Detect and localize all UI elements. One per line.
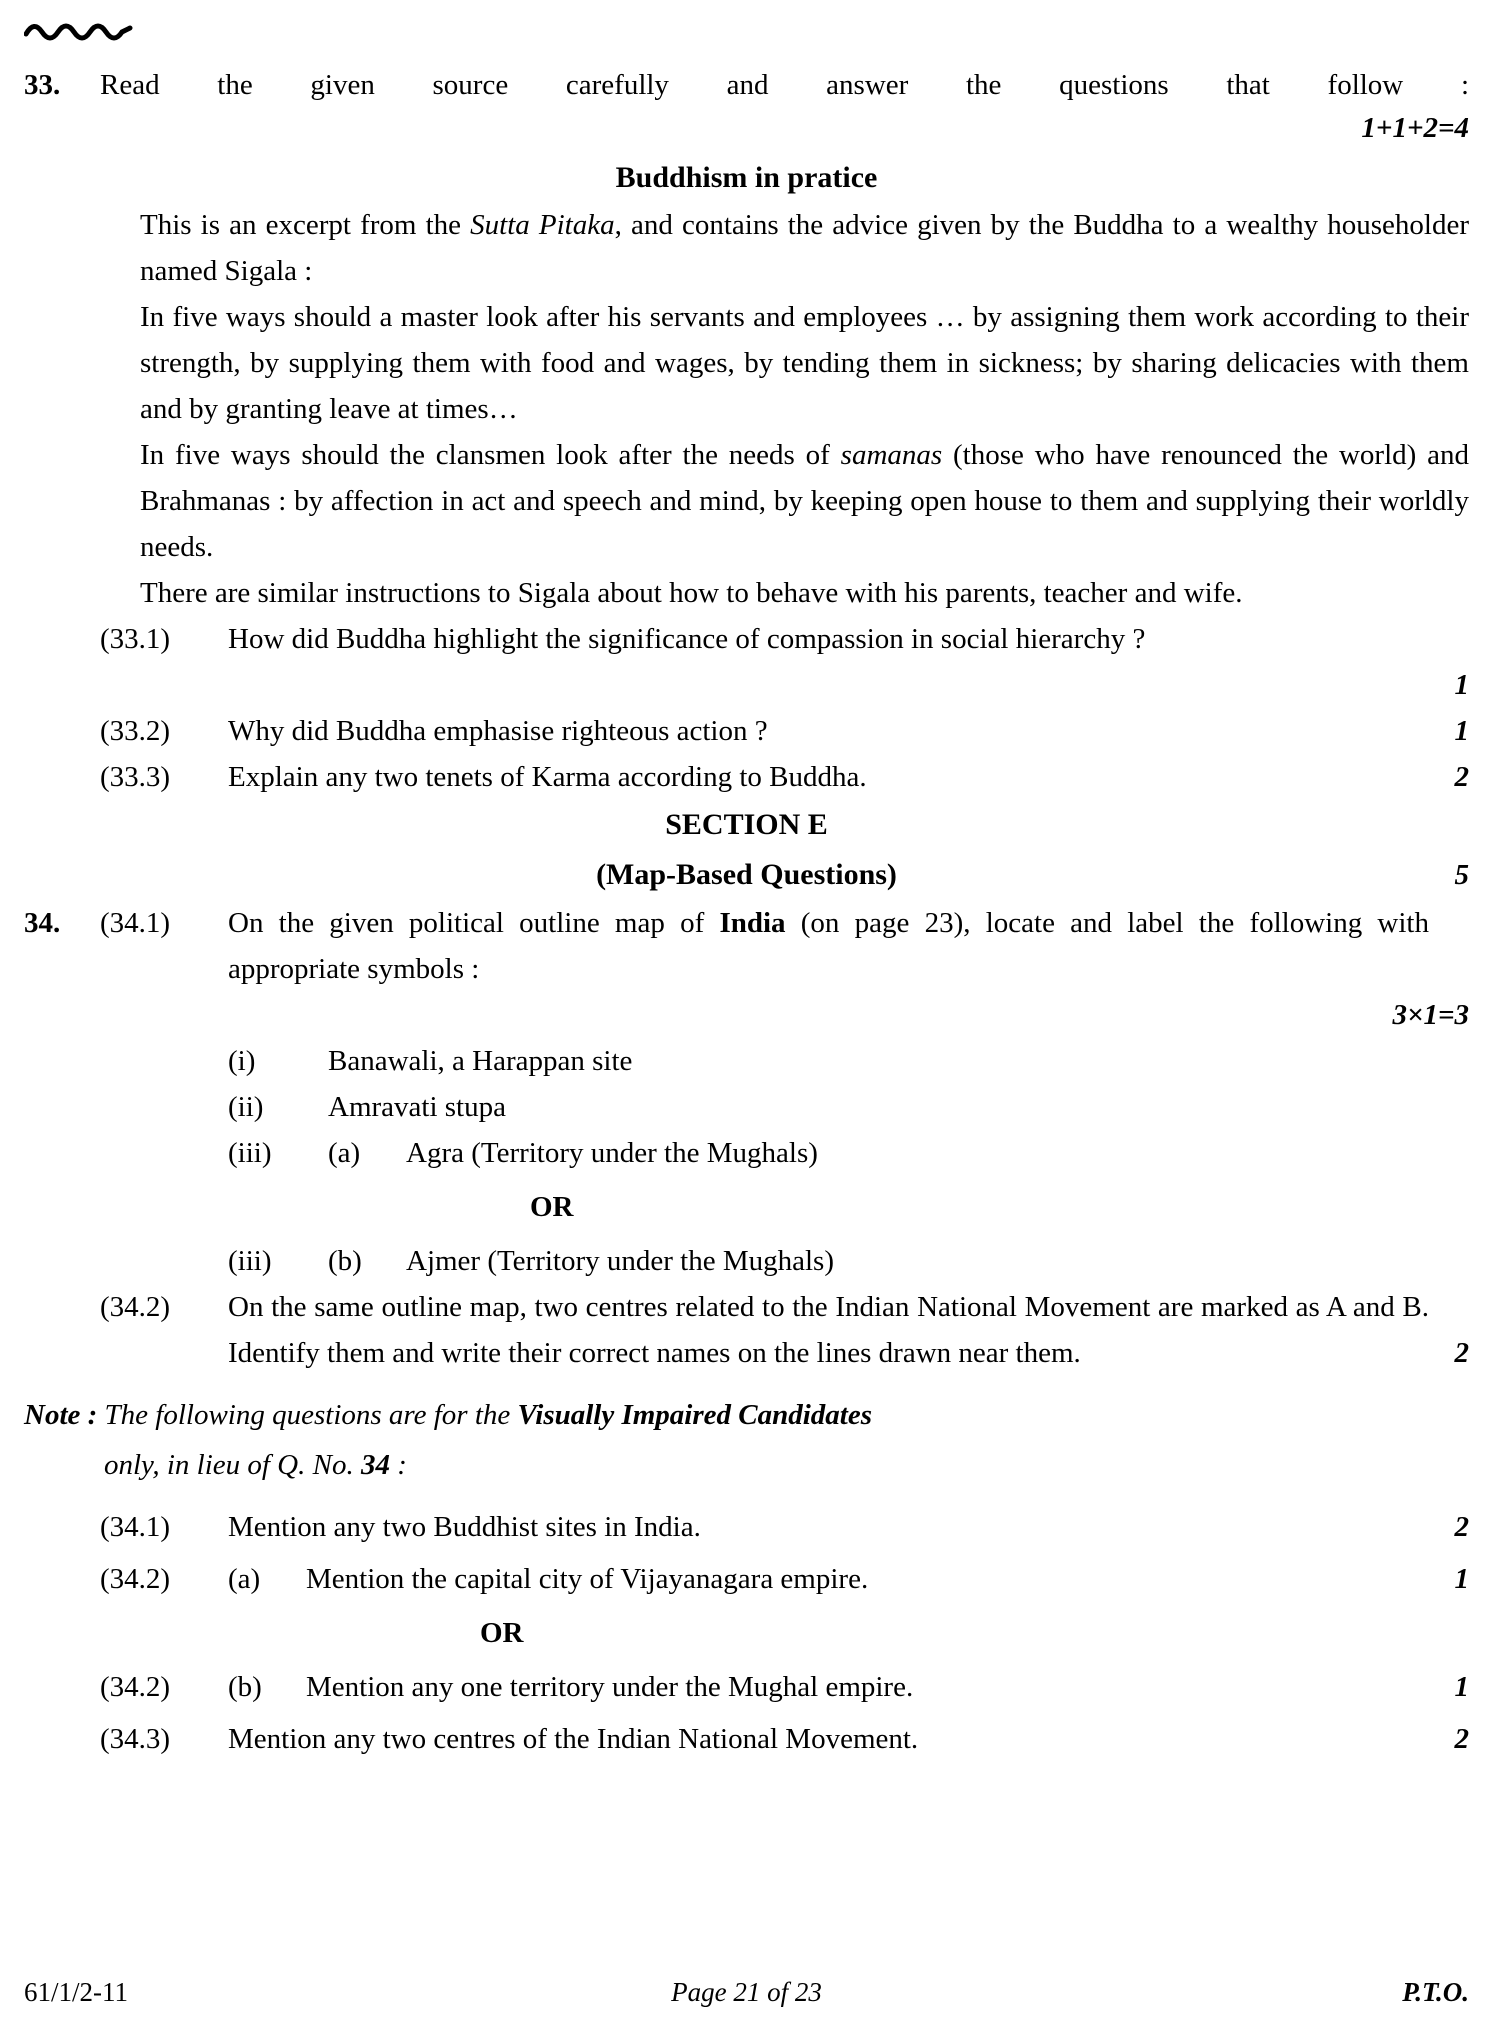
section-e-title: SECTION E [665,808,828,841]
source-paragraph-2: In five ways should a master look after his servants and employees … by assigning them work according to their strength, by supplying them with food and wages, by tending them in sickness; by sharing delicacies with them and by granting leave at times… [140,301,1469,425]
page-content [0,62,1505,1762]
vi-question-34-2b-row [0,1664,1505,1710]
vi-question-34-3-marks: 2 [1454,1723,1469,1755]
wave-squiggle-icon [24,14,134,50]
vi-question-34-2a-alpha: (a) [228,1563,261,1595]
source-title: Buddhism in pratice [615,161,878,194]
vi-question-34-1-label: (34.1) [100,1511,171,1543]
sub-question-33-3-label: (33.3) [100,761,171,793]
note-line1-bold: Visually Impaired Candidates [517,1399,873,1431]
sub-question-33-2-label: (33.2) [100,715,171,747]
note-line2-post: : [389,1449,407,1481]
note-line-2 [24,1440,1445,1490]
sub-question-33-2-marks: 1 [1454,715,1469,747]
section-e-subtitle-row [0,850,1505,900]
sub-question-33-1-text: How did Buddha highlight the significance of compassion in social hierarchy ? [228,623,1146,655]
question-33-marks: 1+1+2=4 [1361,112,1469,144]
map-item-iii-b-roman: (iii) [228,1245,272,1277]
map-item-iii-b-row [0,1238,1505,1284]
map-item-ii-row [0,1084,1505,1130]
question-33-number: 33. [24,69,61,101]
vi-question-34-2b-alpha: (b) [228,1671,262,1703]
question-34-1-marks-row [0,992,1505,1038]
map-item-iii-a-roman: (iii) [228,1137,272,1169]
vi-question-34-2b-label: (34.2) [100,1671,171,1703]
vi-question-34-1-text: Mention any two Buddhist sites in India. [228,1511,701,1543]
source-paragraph-4: There are similar instructions to Sigala about how to behave with his parents, teacher and wife. [140,577,1243,609]
vi-question-34-3-label: (34.3) [100,1723,171,1755]
question-33-stem: Read the given source carefully and answer the questions that follow : [100,69,1469,101]
question-34-2-marks: 2 [1454,1337,1469,1369]
note-label: Note : [24,1399,98,1431]
vi-question-34-2a-row [0,1556,1505,1602]
sub-question-33-1-marks-value: 1 [1454,669,1469,701]
question-34-2-label: (34.2) [100,1291,171,1323]
map-item-i-roman: (i) [228,1045,256,1077]
vi-question-34-2a-label: (34.2) [100,1563,171,1595]
vi-question-34-2b-marks: 1 [1454,1671,1469,1703]
question-34-1-marks: 3×1=3 [1392,999,1469,1031]
sutta-pitaka-title: Sutta Pitaka [470,209,615,241]
map-item-ii-text: Amravati stupa [328,1091,506,1123]
sub-question-33-1-marks-row [0,662,1505,708]
question-34-1-text [228,900,1429,992]
or-separator-map: OR [530,1191,574,1223]
map-item-iii-b-text: Ajmer (Territory under the Mughals) [406,1245,835,1277]
source-paragraph-3: In five ways should the clansmen look after the needs of samanas (those who have renounced the world) and Brahmanas : by affection in act and speech and mind, by keeping open house to them and supplying their worldly needs. [140,439,1469,563]
sub-question-33-3-marks: 2 [1454,761,1469,793]
source-passage [0,202,1505,616]
question-34-2-text: On the same outline map, two centres related to the Indian National Movement are marked as A and B. Identify them and write their correct names on the lines drawn near them. [228,1291,1429,1369]
vi-question-34-2a-text: Mention the capital city of Vijayanagara empire. [306,1563,869,1595]
vi-question-34-3-row [0,1716,1505,1762]
map-item-ii-roman: (ii) [228,1091,264,1123]
vi-question-34-1-marks: 2 [1454,1511,1469,1543]
note-line-1 [24,1390,1445,1440]
section-e-marks: 5 [1454,859,1469,891]
footer-pto: P.T.O. [1402,1977,1469,2007]
map-item-i-row [0,1038,1505,1084]
vi-question-34-3-text: Mention any two centres of the Indian National Movement. [228,1723,919,1755]
samanas-term: samanas [840,439,943,471]
sub-question-33-1-label: (33.1) [100,623,171,655]
map-item-iii-a-alpha: (a) [328,1137,361,1169]
q34-1-country-bold: India [719,907,786,939]
map-item-iii-a-text: Agra (Territory under the Mughals) [406,1137,818,1169]
note-line1-pre: The following questions are for the [97,1399,518,1431]
map-item-iii-b-alpha: (b) [328,1245,362,1277]
vi-question-34-1-row [0,1504,1505,1550]
vi-question-34-2a-marks: 1 [1454,1563,1469,1595]
section-e-subtitle: (Map-Based Questions) [596,858,897,891]
sub-question-33-3-text: Explain any two tenets of Karma according to Buddha. [228,761,867,793]
page-footer [0,1977,1505,2008]
map-item-i-text: Banawali, a Harappan site [328,1045,633,1077]
or-separator-vi: OR [480,1617,524,1649]
sub-question-33-3-row [0,754,1505,800]
q34-1-text-part1: On the given political outline map of [228,907,720,939]
question-34-1-row [0,900,1505,992]
sub-question-33-2-row [0,708,1505,754]
note-line2-pre: only, in lieu of Q. No. [104,1449,361,1481]
note-line2-bold: 34 [360,1449,390,1481]
q34-1-text-part2: (on page 23), locate and label the following with appropriate symbols : [228,907,1429,985]
sub-question-33-1-row [0,616,1505,662]
question-34-1-label: (34.1) [100,907,171,939]
note-block [0,1390,1505,1490]
vi-question-34-2b-text: Mention any one territory under the Mughal empire. [306,1671,914,1703]
sub-question-33-2-text: Why did Buddha emphasise righteous action ? [228,715,768,747]
map-item-iii-a-row [0,1130,1505,1176]
footer-paper-code: 61/1/2-11 [24,1977,128,2007]
footer-page-number: Page 21 of 23 [671,1977,822,2007]
question-33-stem-row [0,62,1505,108]
question-34-number: 34. [24,907,61,939]
source-paragraph-1: This is an excerpt from the Sutta Pitaka, and contains the advice given by the Buddha to a wealthy householder named Sigala : [140,209,1469,287]
